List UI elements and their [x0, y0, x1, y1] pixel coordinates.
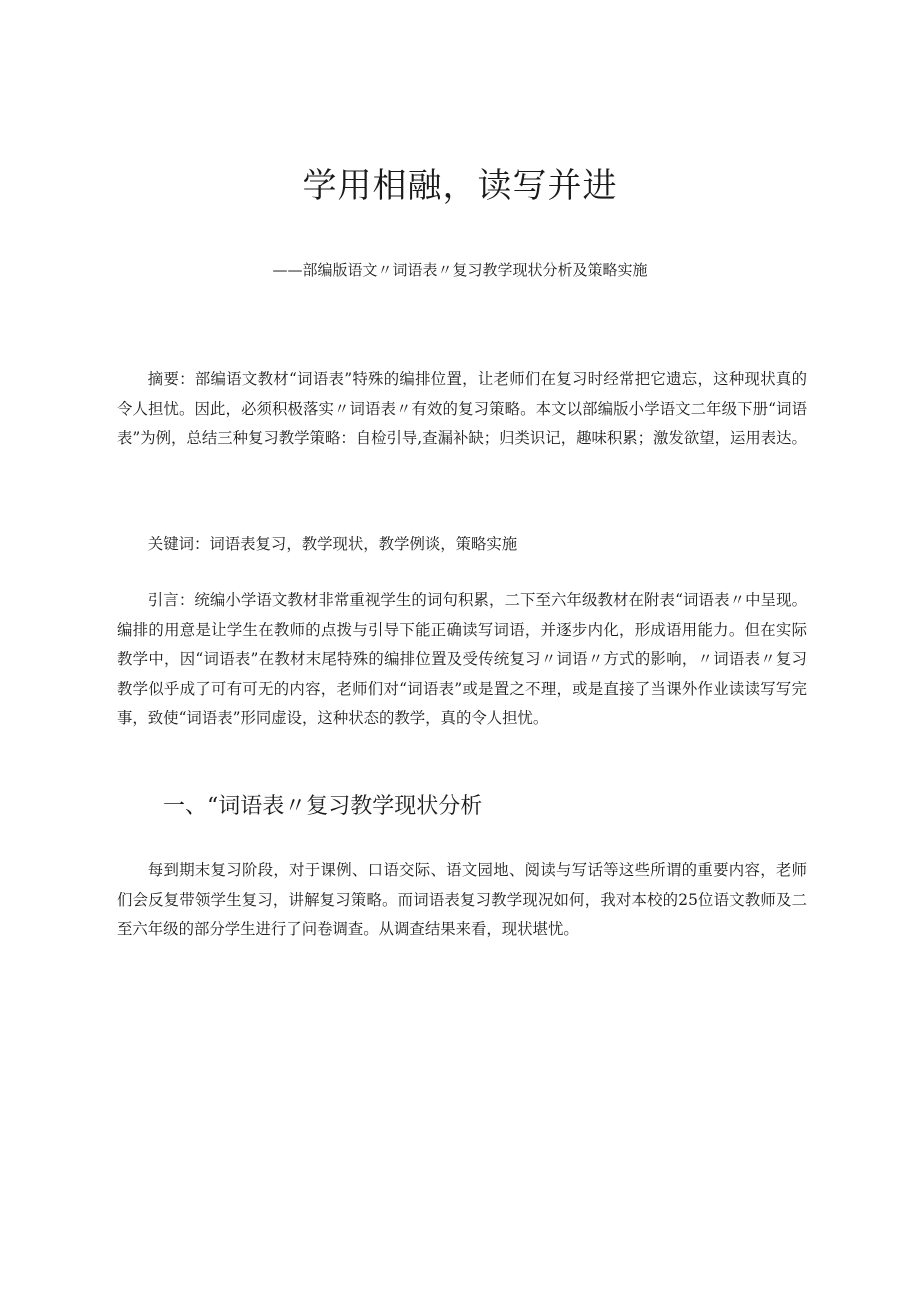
- section-heading: 一、“词语表〃复习教学现状分析: [163, 794, 483, 819]
- section-body-paragraph: 每到期末复习阶段，对于课例、口语交际、语文园地、阅读与写话等这些所谓的重要内容，老师们会反复带领学生复习，讲解复习策略。而词语表复习教学现况如何，我对本校的25位语文教师及二至六年级的部分学生进行了问卷调查。从调查结果来看，现状堪忧。: [117, 861, 807, 938]
- keywords-paragraph: 关键词：词语表复习，教学现状，教学例谈，策略实施: [147, 535, 518, 553]
- document-subtitle: ——部编版语文〃词语表〃复习教学现状分析及策略实施: [272, 261, 648, 279]
- document-title: 学用相融，读写并进: [302, 166, 618, 206]
- abstract-paragraph: 摘要：部编语文教材“词语表”特殊的编排位置，让老师们在复习时经常把它遗忘，这种现状真的令人担忧。因此，必须积极落实〃词语表〃有效的复习策略。本文以部编版小学语文二年级下册“词语表”为例，总结三种复习教学策略：自检引导,查漏补缺；归类识记，趣味积累；激发欲望，运用表达。: [117, 370, 807, 447]
- introduction-paragraph: 引言：统编小学语文教材非常重视学生的词句积累，二下至六年级教材在附表“词语表〃中呈现。编排的用意是让学生在教师的点拨与引导下能正确读写词语，并逐步内化，形成语用能力。但在实际教学中，因“词语表”在教材末尾特殊的编排位置及受传统复习〃词语〃方式的影响，〃词语表〃复习教学似乎成了可有可无的内容，老师们对“词语表”或是置之不理，或是直接了当课外作业读读写写完事，致使“词语表”形同虚设，这种状态的教学，真的令人担忧。: [117, 591, 807, 727]
